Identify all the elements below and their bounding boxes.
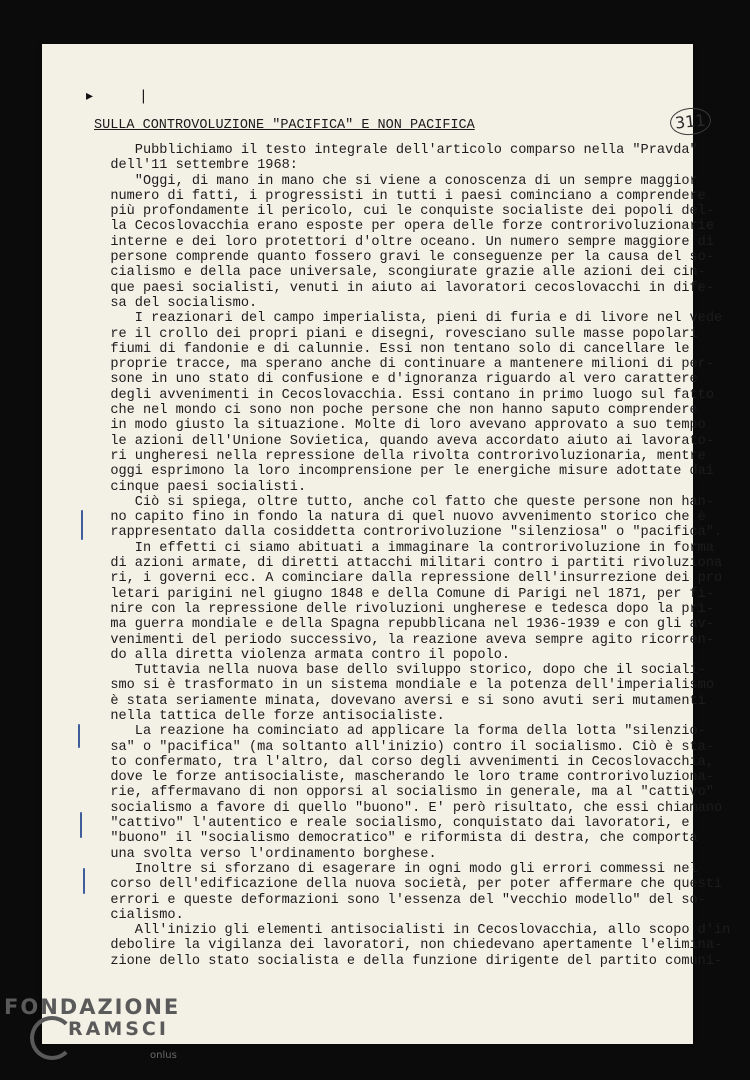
text-line: letari parigini nel giugno 1848 e della Comune di Parigi nel 1871, per fi- — [94, 586, 714, 602]
text-line: do alla diretta violenza armata contro il popolo. — [94, 647, 511, 663]
text-line: degli avvenimenti in Cecoslovacchia. Essi contano in primo luogo sul fatto — [94, 387, 714, 403]
text-line: Tuttavia nella nuova base dello sviluppo storico, dopo che il sociali- — [94, 663, 706, 679]
text-line: "cattivo" l'autentico e reale socialismo, conquistato dai lavoratori, e — [94, 816, 690, 832]
watermark-line-1: FONDAZIONE — [4, 995, 181, 1019]
text-line: In effetti ci siamo abituati a immaginare la controrivoluzione in forma — [94, 540, 714, 556]
text-line: nire con la repressione delle rivoluzioni ungherese e tedesca dopo la pri- — [94, 601, 714, 617]
document-title: SULLA CONTROVOLUZIONE "PACIFICA" E NON PACIFICA — [94, 118, 475, 133]
text-line: una svolta verso l'ordinamento borghese. — [94, 846, 437, 862]
text-line: la Cecoslovacchia erano esposte per opera delle forze controrivoluzionarie — [94, 219, 714, 235]
text-line: ri, i governi ecc. A cominciare dalla repressione dell'insurrezione dei pro — [94, 571, 723, 587]
text-line: di azioni armate, di diretti attacchi militari contro i partiti rivoluziona — [94, 556, 723, 572]
text-line: que paesi socialisti, venuti in aiuto ai lavoratori cecoslovacchi in dife- — [94, 280, 714, 296]
text-line: persone comprende quanto fossero gravi le conseguenze per la causa del so- — [94, 250, 714, 266]
pen-mark-2 — [78, 724, 80, 748]
text-line: "Oggi, di mano in mano che si viene a conoscenza di un sempre maggior — [94, 173, 698, 189]
watermark-suffix: onlus — [150, 1050, 177, 1061]
pen-mark-3 — [80, 812, 82, 838]
text-line: rappresentato dalla cosiddetta controrivoluzione "silenziosa" o "pacifica". — [94, 525, 723, 541]
page-number-stamp: 311 — [669, 106, 712, 137]
text-line: cialismo. — [94, 907, 184, 923]
text-line: All'inizio gli elementi antisocialisti in Cecoslovacchia, allo scopo d'in — [94, 923, 731, 939]
text-line: venimenti del periodo successivo, la reazione aveva sempre agito ricorren- — [94, 632, 714, 648]
text-line: oggi esprimono la loro incomprensione per le energiche misure adottate dai — [94, 464, 714, 480]
text-line: fiumi di fandonie e di calunnie. Essi non tentano solo di cancellare le — [94, 341, 690, 357]
text-line: Ciò si spiega, oltre tutto, anche col fatto che queste persone non han- — [94, 494, 714, 510]
text-line: nella tattica delle forze antisocialiste. — [94, 708, 445, 724]
text-line: dove le forze antisocialiste, mascherando le loro trame controrivoluziona- — [94, 770, 714, 786]
text-line: in modo giusto la situazione. Molte di loro avevano approvato a suo tempo — [94, 418, 706, 434]
pen-mark-4 — [83, 868, 85, 894]
text-line: ma guerra mondiale e della Spagna repubblicana nel 1936-1939 e con gli av- — [94, 617, 714, 633]
document-body — [94, 143, 731, 969]
text-line: socialismo a favore di quello "buono". E' però risultato, che essi chiamano — [94, 800, 723, 816]
text-line: sa" o "pacifica" (ma soltanto all'inizio) contro il socialismo. Ciò è sta- — [94, 739, 714, 755]
text-line: ri ungheresi nella repressione della rivolta controrivoluzionaria, mentre — [94, 448, 706, 464]
text-line: corso dell'edificazione della nuova società, per poter affermare che questi — [94, 877, 723, 893]
text-line: che nel mondo ci sono non poche persone che non hanno saputo comprendere — [94, 403, 698, 419]
text-line: no capito fino in fondo la natura di quel nuovo avvenimento storico che è — [94, 510, 706, 526]
text-line: zione dello stato socialista e della funzione dirigente del partito comuni- — [94, 953, 723, 969]
text-line: I reazionari del campo imperialista, pieni di furia e di livore nel vede — [94, 311, 723, 327]
text-line: le azioni dell'Unione Sovietica, quando aveva accordato aiuto ai lavorato- — [94, 433, 714, 449]
watermark-line-2: RAMSCI — [68, 1018, 169, 1040]
text-line: più profondamente il pericolo, cui le conquiste socialiste dei popoli del- — [94, 204, 714, 220]
top-margin-marks: ▸ ❘ — [86, 88, 170, 104]
text-line: errori e queste deformazioni sono l'essenza del "vecchio modello" del so- — [94, 892, 706, 908]
text-line: cinque paesi socialisti. — [94, 479, 307, 495]
text-line: sa del socialismo. — [94, 295, 258, 311]
text-line: numero di fatti, i progressisti in tutti i paesi cominciano a comprendere — [94, 188, 706, 204]
text-line: sone in uno stato di confusione e d'ignoranza riguardo al vero carattere — [94, 372, 698, 388]
text-line: to confermato, tra l'altro, dal corso degli avvenimenti in Cecoslovacchia, — [94, 754, 714, 770]
text-line: dell'11 settembre 1968: — [94, 158, 298, 174]
text-line: debolire la vigilanza dei lavoratori, non chiedevano apertamente l'elimina- — [94, 938, 723, 954]
text-line: re il crollo dei propri piani e disegni, rovesciano sulle masse popolari — [94, 326, 698, 342]
text-line: cialismo e della pace universale, scongiurate grazie alle azioni dei cin- — [94, 265, 706, 281]
text-line: rie, affermavano di non opporsi al socialismo in generale, ma al "cattivo" — [94, 785, 714, 801]
text-line: interne e dei loro protettori d'oltre oceano. Un numero sempre maggiore di — [94, 234, 714, 250]
text-line: Pubblichiamo il testo integrale dell'articolo comparso nella "Pravda" — [94, 143, 698, 158]
text-line: "buono" il "socialismo democratico" e riformista di destra, che comporta — [94, 831, 698, 847]
text-line: smo si è trasformato in un sistema mondiale e la potenza dell'imperialismo — [94, 678, 714, 694]
text-line: è stata seriamente minata, dovevano aversi e si sono avuti seri mutamenti — [94, 693, 706, 709]
pen-mark-1 — [81, 510, 83, 540]
text-line: La reazione ha cominciato ad applicare la forma della lotta "silenzio- — [94, 724, 706, 740]
text-line: proprie tracce, ma sperano anche di continuare a mantenere milioni di per- — [94, 357, 714, 373]
text-line: Inoltre si sforzano di esagerare in ogni modo gli errori commessi nel — [94, 861, 698, 877]
